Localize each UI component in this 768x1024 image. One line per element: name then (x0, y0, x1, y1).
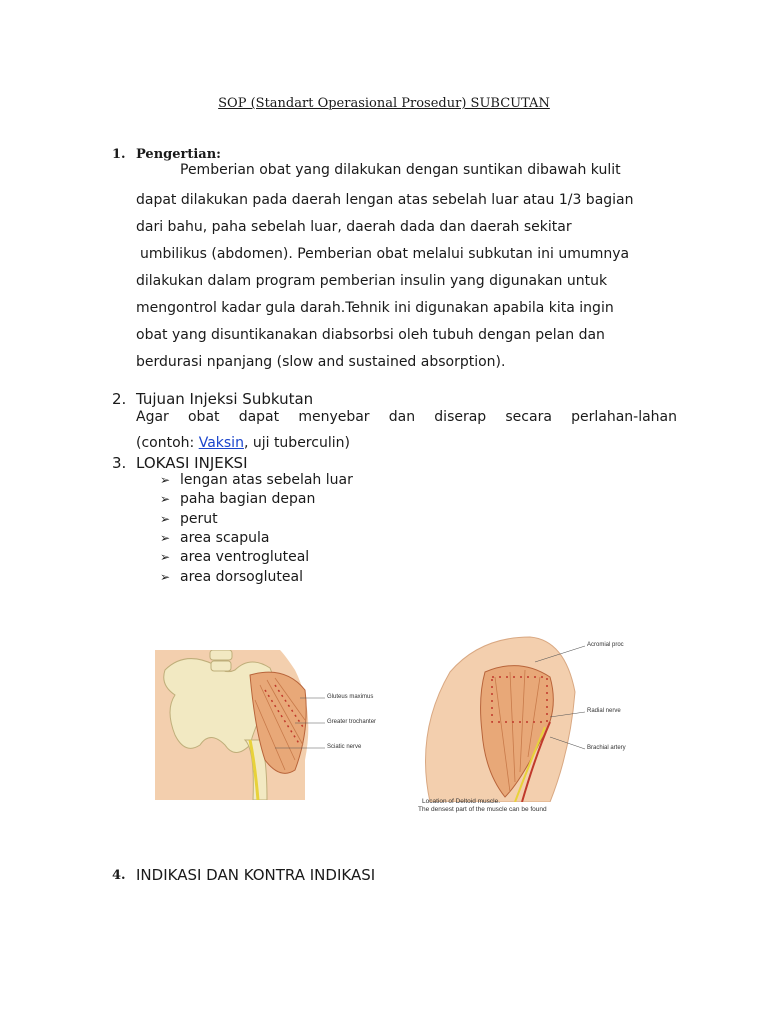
section-1-line: obat yang disuntikanakan diabsorbsi oleh tubuh dengan pelan dan (136, 327, 605, 343)
list-item (160, 568, 303, 587)
list-item (160, 529, 269, 548)
label-sciatic-nerve: Sciatic nerve (327, 744, 362, 750)
section-1-line: mengontrol kadar gula darah.Tehnik ini digunakan apabila kita ingin (136, 300, 614, 316)
list-item-label: perut (180, 511, 218, 527)
section-2-line-2 (136, 435, 350, 451)
example-prefix: (contoh: (136, 435, 199, 451)
list-item-label: area ventrogluteal (180, 549, 310, 565)
arrow-bullet-icon: ➢ (160, 473, 171, 487)
example-suffix: , uji tuberculin) (243, 435, 350, 451)
list-item-label: area dorsogluteal (180, 569, 303, 585)
label-greater-trochanter: Greater trochanter (327, 719, 377, 725)
list-item (160, 471, 353, 490)
gluteal-anatomy-figure (155, 650, 385, 800)
section-1-line: umbilikus (abdomen). Pemberian obat melalui subkutan ini umumnya (140, 246, 630, 262)
section-2-line-1: Agar obat dapat menyebar dan diserap secara perlahan-lahan (136, 409, 677, 425)
list-item (160, 548, 309, 567)
arrow-bullet-icon: ➢ (160, 512, 171, 526)
section-3-heading: LOKASI INJEKSI (136, 454, 248, 472)
section-2-number: 2. (112, 390, 127, 408)
list-item (160, 490, 315, 509)
figure-caption-line-2: The densest part of the muscle can be found (418, 806, 547, 813)
section-1-number: 1. (112, 147, 126, 162)
section-1-line: Pemberian obat yang dilakukan dengan suntikan dibawah kulit (180, 162, 621, 178)
deltoid-anatomy-figure (410, 632, 640, 814)
section-1-line: berdurasi npanjang (slow and sustained absorption). (136, 354, 506, 370)
section-1-line: dari bahu, paha sebelah luar, daerah dada dan daerah sekitar (136, 219, 572, 235)
label-gluteus-maximus: Gluteus maximus (327, 694, 374, 700)
section-2-heading: Tujuan Injeksi Subkutan (136, 390, 314, 408)
label-radial-nerve: Radial nerve (587, 708, 621, 714)
list-item-label: area scapula (180, 530, 270, 546)
vaksin-link[interactable]: Vaksin (198, 435, 244, 451)
list-item (160, 510, 218, 529)
deltoid-anatomy-illustration (410, 632, 640, 802)
document-title: SOP (Standart Operasional Prosedur) SUBCUTAN (218, 96, 550, 111)
arrow-bullet-icon: ➢ (160, 492, 171, 506)
section-1-heading: Pengertian: (136, 147, 221, 162)
arrow-bullet-icon: ➢ (160, 570, 171, 584)
section-4-number: 4. (112, 868, 126, 883)
label-acromial-proc: Acromial proc (587, 642, 624, 648)
section-3-number: 3. (112, 454, 127, 472)
arrow-bullet-icon: ➢ (160, 531, 171, 545)
figure-caption-line-1: Location of Deltoid muscle. (422, 798, 501, 805)
section-4-heading: INDIKASI DAN KONTRA INDIKASI (136, 866, 376, 884)
list-item-label: paha bagian depan (180, 491, 316, 507)
list-item-label: lengan atas sebelah luar (180, 472, 353, 488)
section-1-line: dilakukan dalam program pemberian insulin yang digunakan untuk (136, 273, 608, 289)
arrow-bullet-icon: ➢ (160, 550, 171, 564)
gluteal-anatomy-illustration (155, 650, 385, 800)
section-1-line: dapat dilakukan pada daerah lengan atas sebelah luar atau 1/3 bagian (136, 192, 634, 208)
label-brachial-artery: Brachial artery (587, 745, 626, 751)
